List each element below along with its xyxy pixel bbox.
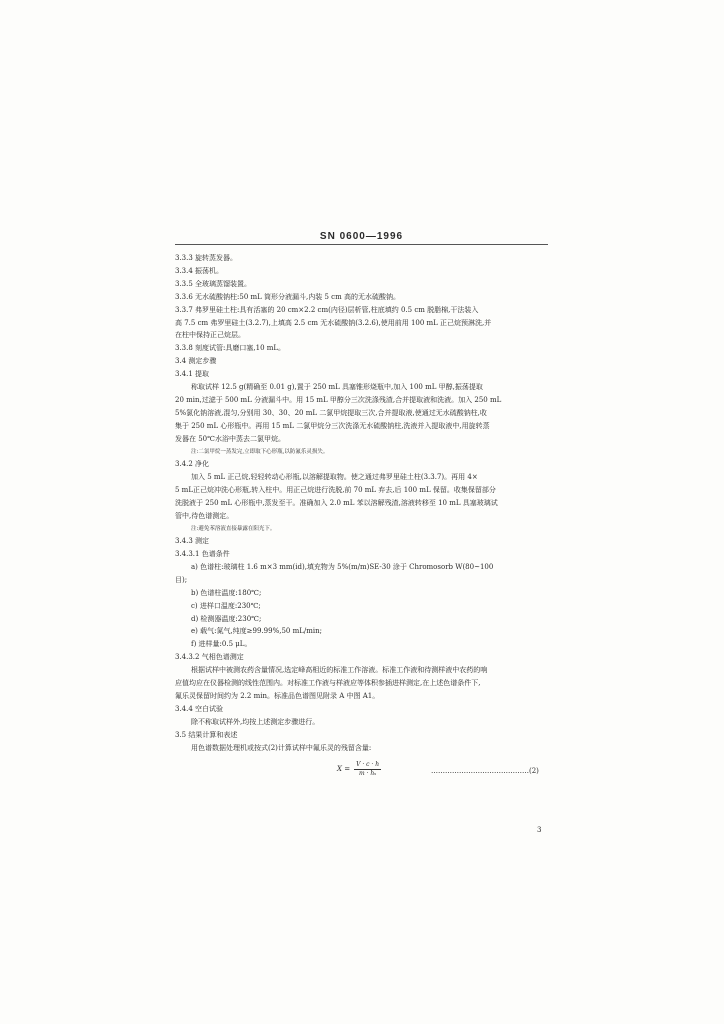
text-lines — [175, 252, 551, 755]
text-line: f) 进样量:0.5 μL。 — [191, 640, 252, 649]
text-line: 洗脱液于 250 mL 心形瓶中,蒸发至干。准确加入 2.0 mL 苯以溶解残渣,溶液转移至 10 mL 具塞玻璃试 — [175, 498, 498, 507]
text-line: 3.4.1 提取 — [175, 370, 210, 379]
text-line: a) 色谱柱:玻璃柱 1.6 m×3 mm(id),填充物为 5%(m/m)SE-30 涂于 Chromosorb W(80~100 — [191, 562, 494, 571]
text-line: 在柱中保持正己烷层。 — [175, 331, 245, 340]
header-rule — [175, 244, 548, 245]
text-line: 管中,待色谱测定。 — [175, 511, 234, 520]
text-line: 3.3.7 弗罗里硅土柱:具有活塞的 20 cm×2.2 cm(内径)层析管,柱底填约 0.5 cm 脱脂棉,干法装入 — [175, 305, 479, 314]
formula-lhs: X = — [337, 764, 351, 773]
text-line: 除不称取试样外,均按上述测定步骤进行。 — [191, 717, 320, 726]
page-header-standard-number: SN 0600—1996 — [319, 231, 404, 242]
text-line: 称取试样 12.5 g(精确至 0.01 g),置于 250 mL 具塞锥形烧瓶中,加入 100 mL 甲醇,振荡提取 — [191, 383, 483, 392]
text-line: c) 进样口温度:230℃; — [191, 601, 261, 610]
text-line: 3.4 测定步骤 — [175, 357, 217, 366]
text-line: 3.3.6 无水硫酸钠柱:50 mL 筒形分液漏斗,内装 5 cm 高的无水硫酸钠。 — [175, 292, 400, 301]
page-number: 3 — [537, 826, 542, 834]
text-line: 加入 5 mL 正己烷,轻轻转动心形瓶,以溶解提取物。使之通过弗罗里硅土柱(3.3.7)。再用 4× — [191, 473, 478, 481]
formula — [337, 761, 381, 778]
text-line: 3.4.3.1 色谱条件 — [175, 550, 230, 559]
formula-fraction — [354, 761, 381, 778]
text-line: 高 7.5 cm 弗罗里硅土(3.2.7),上填高 2.5 cm 无水硫酸钠(3.2.6),使用前用 100 mL 正己烷预淋洗,并 — [175, 318, 492, 327]
text-line: 氟乐灵保留时间约为 2.2 min。标准品色谱图见附录 A 中图 A1。 — [175, 692, 380, 700]
text-line: 3.3.3 旋转蒸发器。 — [175, 254, 238, 262]
text-line: b) 色谱柱温度:180℃; — [191, 588, 262, 597]
text-line: 目); — [175, 575, 188, 584]
text-line: 5 mL正己烷冲洗心形瓶,转入柱中。用正己烷进行洗脱,前 70 mL 弃去,后 100 mL 保留。收集保留部分 — [175, 485, 496, 494]
document-body — [175, 252, 551, 785]
text-line: 20 min,过滤于 500 mL 分液漏斗中。用 15 mL 甲醇分三次洗涤残渣,合并提取液和洗液。加入 250 mL — [175, 395, 502, 404]
text-line: 3.3.8 刻度试管:具磨口塞,10 mL。 — [175, 344, 286, 353]
text-line: 3.4.2 净化 — [175, 460, 210, 469]
text-line: 3.3.5 全玻璃蒸馏装置。 — [175, 279, 252, 288]
text-line: 3.3.4 振荡机。 — [175, 266, 224, 275]
text-line: 根据试样中被测农药含量情况,选定峰高相近的标准工作溶液。标准工作液和待测样液中农药的响 — [191, 666, 488, 675]
text-line: 3.4.4 空白试验 — [175, 704, 224, 713]
text-line: 发器在 50℃水浴中蒸去二氯甲烷。 — [175, 434, 285, 443]
text-line: 3.4.3 测定 — [175, 537, 210, 546]
text-line: 3.5 结果计算和表述 — [175, 730, 238, 739]
text-line: 集于 250 mL 心形瓶中。再用 15 mL 二氯甲烷分三次洗涤无水硫酸钠柱,洗液并入提取液中,用旋转蒸 — [175, 421, 490, 430]
text-line: e) 载气:氮气,纯度≥99.99%,50 mL/min; — [191, 627, 322, 636]
formula-block — [175, 759, 551, 785]
text-line: d) 检测器温度:230℃; — [191, 614, 262, 623]
formula-denominator: m · hₛ — [358, 769, 377, 777]
text-line: 注:避免苯溶液直接暴露在阳光下。 — [191, 525, 276, 532]
text-line: 注:二氯甲烷一蒸发完,立即取下心形瓶,以防氟乐灵损失。 — [191, 448, 329, 455]
text-line: 应值均应在仪器检测的线性范围内。对标准工作液与样液应等体积参插进样测定,在上述色谱条件下, — [175, 679, 481, 688]
text-line: 3.4.3.2 气相色谱测定 — [175, 653, 244, 662]
text-line: 5%氯化钠溶液,混匀,分别用 30、30、20 mL 二氯甲烷提取三次,合并提取液,使通过无水硫酸钠柱,收 — [175, 408, 487, 417]
text-line: 用色谱数据处理机或按式(2)计算试样中氟乐灵的残留含量: — [191, 743, 372, 752]
formula-numerator: V · c · h — [356, 760, 380, 768]
formula-number: ……………………………………(2) — [431, 766, 539, 775]
